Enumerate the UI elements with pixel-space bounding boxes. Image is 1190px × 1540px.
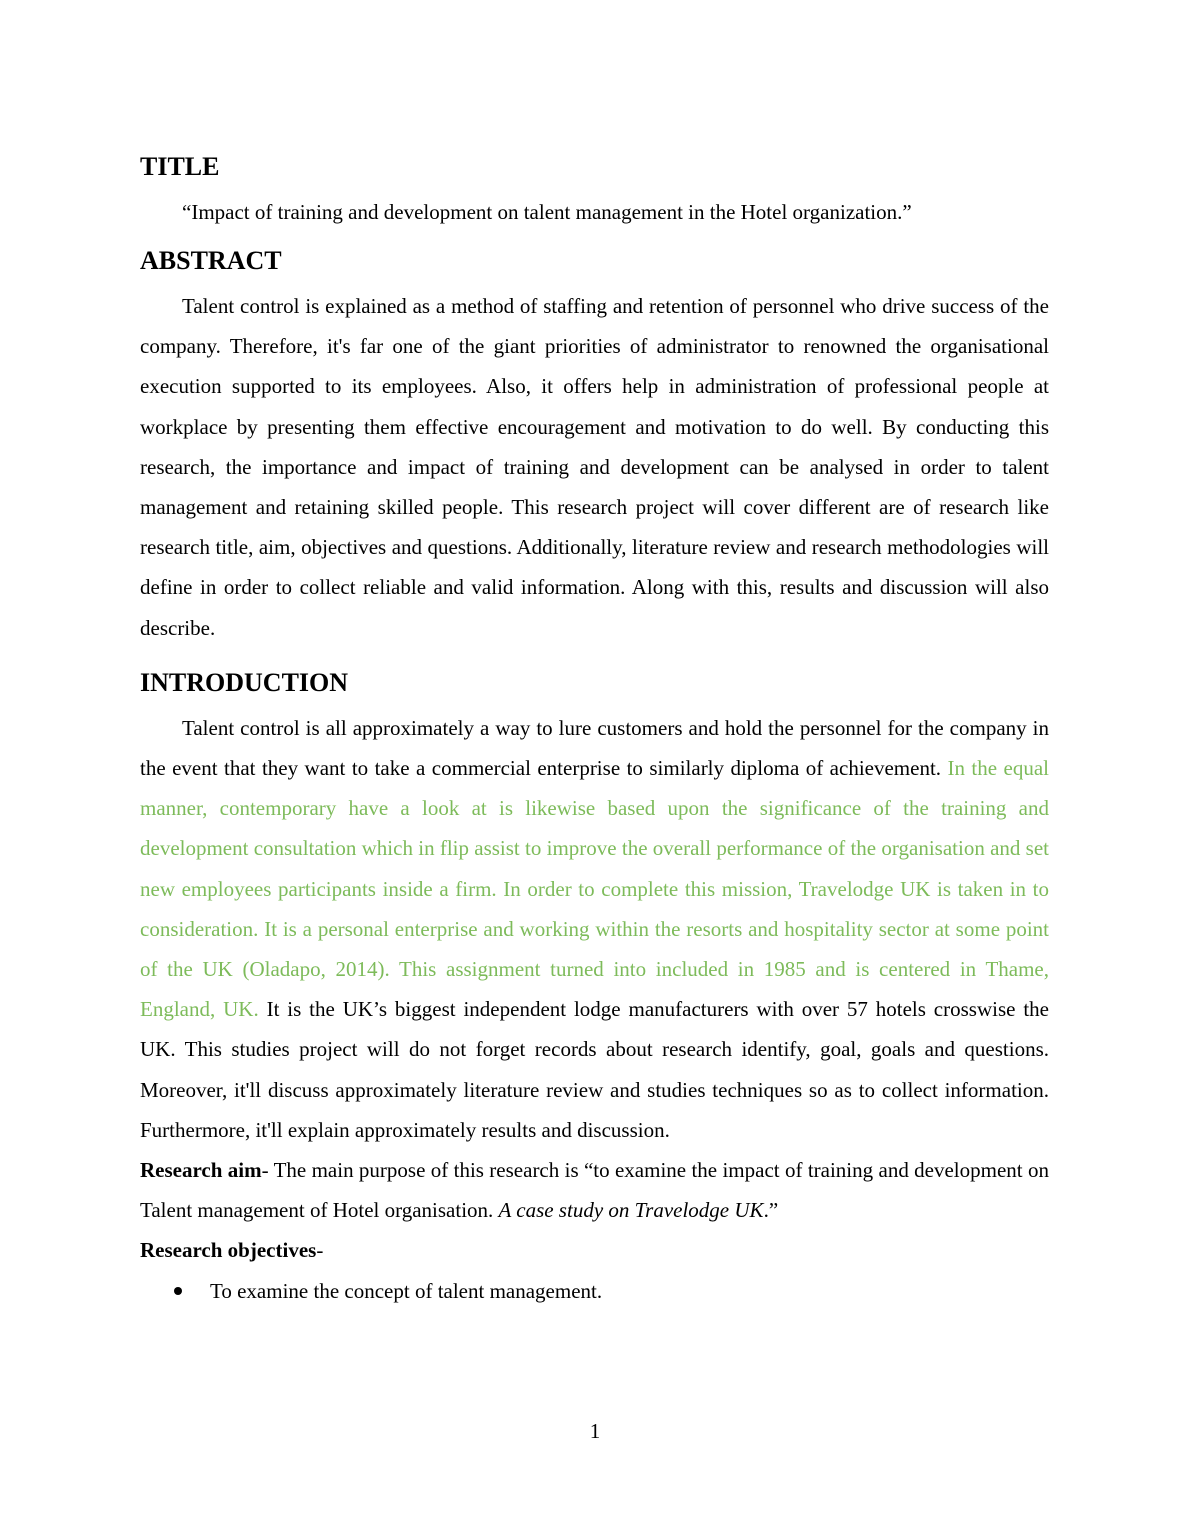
bullet-icon <box>174 1287 182 1295</box>
abstract-heading: ABSTRACT <box>140 246 282 275</box>
introduction-text-part1: Talent control is all approximately a way to lure customers and hold the personnel for the company in the event that they want to take a commercial enterprise to similarly diploma of achievement. <box>140 715 1049 781</box>
document-page <box>140 148 1049 1311</box>
research-aim-text: - The main purpose of this research is “to examine the impact of training and development on Talent management of Hotel organisation. <box>140 1158 1049 1223</box>
list-item <box>140 1271 1049 1311</box>
introduction-text-part3: It is the UK’s biggest independent lodge manufacturers with over 57 hotels crosswise the UK. This studies project will do not forget records about research identify, goal, goals and questions. Moreover, it'll discuss approximately literature review and studies techniques so as to collect information. Furthermore, it'll explain approximately results and discussion. <box>140 997 1049 1142</box>
research-aim-closing: .” <box>763 1198 779 1223</box>
objective-text: To examine the concept of talent management. <box>210 1278 603 1303</box>
page-number: 1 <box>589 1419 601 1443</box>
introduction-heading: INTRODUCTION <box>140 667 349 697</box>
research-objectives-label: Research objectives <box>140 1238 317 1263</box>
research-objectives-list <box>140 1271 1049 1311</box>
research-objectives-suffix: - <box>316 1238 324 1263</box>
introduction-highlighted-text: In the equal manner, contemporary have a look at is likewise based upon the significance of the training and development consultation which in flip assist to improve the overall performance of the organisation and set new employees participants inside a firm. In order to complete this mission, Travelodge UK is taken in to consideration. It is a personal enterprise and working within the resorts and hospitality sector at some point of the UK (Oladapo, 2014). This assignment turned into included in 1985 and is centered in Thame, England, UK. <box>140 756 1049 1022</box>
introduction-paragraph <box>140 708 1049 1150</box>
research-aim-paragraph <box>140 1150 1049 1230</box>
research-aim-case-study: A case study on Travelodge UK <box>498 1198 764 1223</box>
title-heading: TITLE <box>140 152 220 181</box>
research-title-quote: “Impact of training and development on talent management in the Hotel organization.” <box>182 200 912 224</box>
abstract-paragraph: Talent control is explained as a method of staffing and retention of personnel who drive success of the company. Therefore, it's far one of the giant priorities of administrator to renowned the organisational execution supported to its employees. Also, it offers help in administration of professional people at workplace by presenting them effective encouragement and motivation to do well. By conducting this research, the importance and impact of training and development can be analysed in order to talent management and retaining skilled people. This research project will cover different are of research like research title, aim, objectives and questions. Additionally, literature review and research methodologies will define in order to collect reliable and valid information. Along with this, results and discussion will also describe. <box>140 294 1049 640</box>
research-objectives-heading <box>140 1230 1049 1270</box>
research-aim-label: Research aim <box>140 1158 262 1183</box>
